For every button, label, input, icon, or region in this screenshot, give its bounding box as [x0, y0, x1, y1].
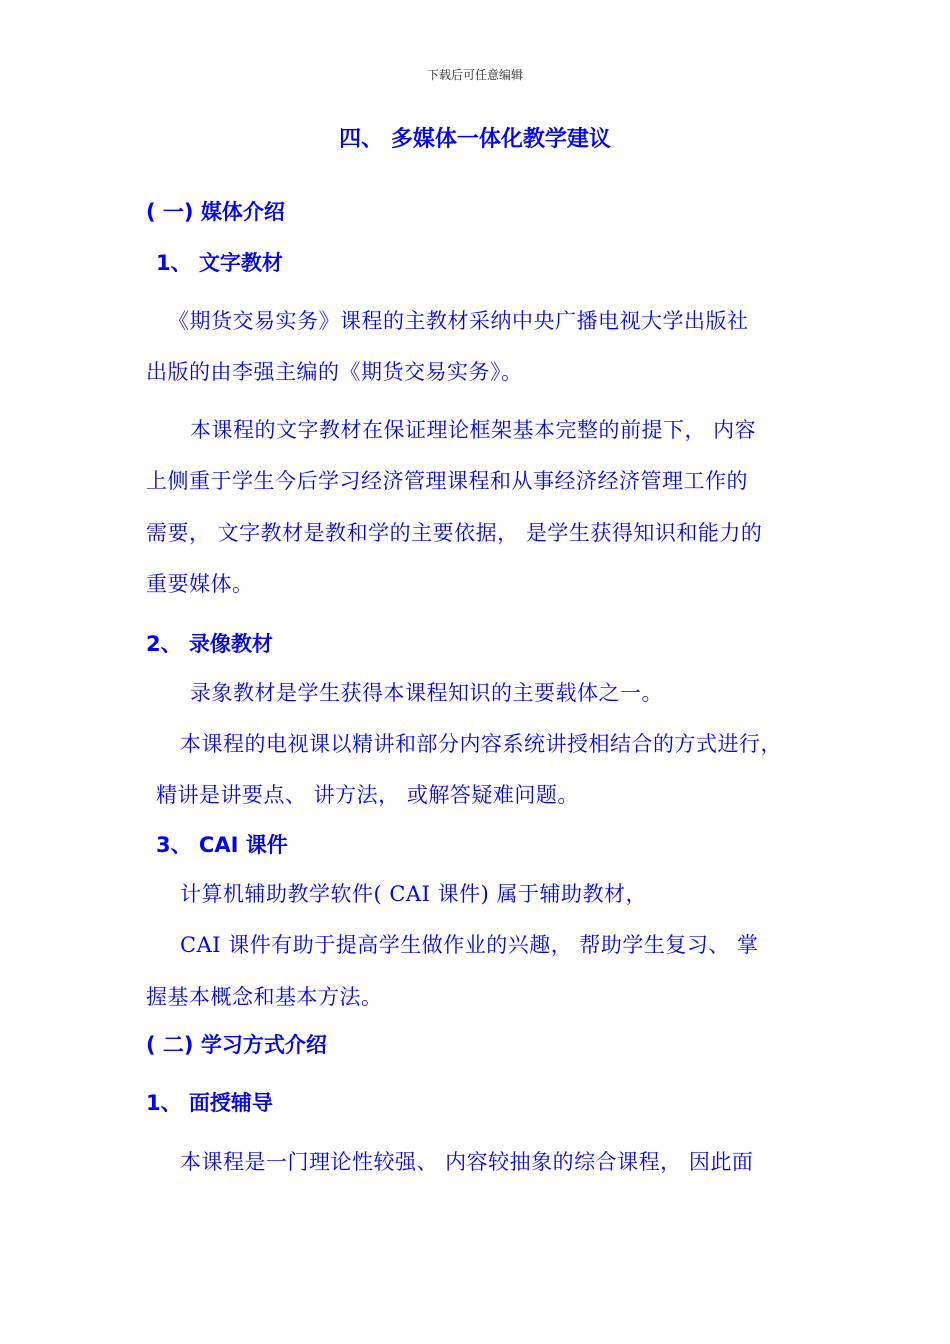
paragraph-line: CAI 课件有助于提高学生做作业的兴趣， 帮助学生复习、 掌 — [180, 933, 759, 957]
subheading-cai: 3、 CAI 课件 — [156, 833, 288, 857]
paragraph-line: 计算机辅助教学软件( CAI 课件) 属于辅助教材， — [180, 882, 647, 906]
subheading-text-materials: 1、 文字教材 — [156, 251, 283, 275]
section-heading-media-intro: ( 一) 媒体介绍 — [146, 200, 285, 224]
subheading-tutoring: 1、 面授辅导 — [146, 1091, 273, 1115]
section-heading-learning-methods: ( 二) 学习方式介绍 — [146, 1033, 327, 1057]
paragraph-line: 录象教材是学生获得本课程知识的主要载体之一。 — [190, 681, 663, 705]
paragraph-line: 《期货交易实务》课程的主教材采纳中央广播电视大学出版社 — [168, 309, 749, 333]
paragraph-line: 本课程的文字教材在保证理论框架基本完整的前提下， 内容 — [190, 418, 757, 442]
subheading-video-materials: 2、 录像教材 — [146, 632, 273, 656]
paragraph-line: 重要媒体。 — [146, 572, 254, 596]
paragraph-line: 出版的由李强主编的《期货交易实务》。 — [146, 360, 523, 384]
paragraph-line: 精讲是讲要点、 讲方法， 或解答疑难问题。 — [156, 783, 579, 807]
paragraph-line: 需要， 文字教材是教和学的主要依据， 是学生获得知识和能力的 — [146, 521, 763, 545]
paragraph-line: 本课程是一门理论性较强、 内容较抽象的综合课程， 因此面 — [180, 1150, 754, 1174]
paragraph-line: 本课程的电视课以精讲和部分内容系统讲授相结合的方式进行， — [180, 732, 782, 756]
paragraph-line: 上侧重于学生今后学习经济管理课程和从事经济经济管理工作的 — [146, 469, 748, 493]
header-note: 下载后可任意编辑 — [426, 68, 523, 82]
paragraph-line: 握基本概念和基本方法。 — [146, 985, 383, 1009]
page-title: 四、 多媒体一体化教学建议 — [339, 127, 611, 152]
